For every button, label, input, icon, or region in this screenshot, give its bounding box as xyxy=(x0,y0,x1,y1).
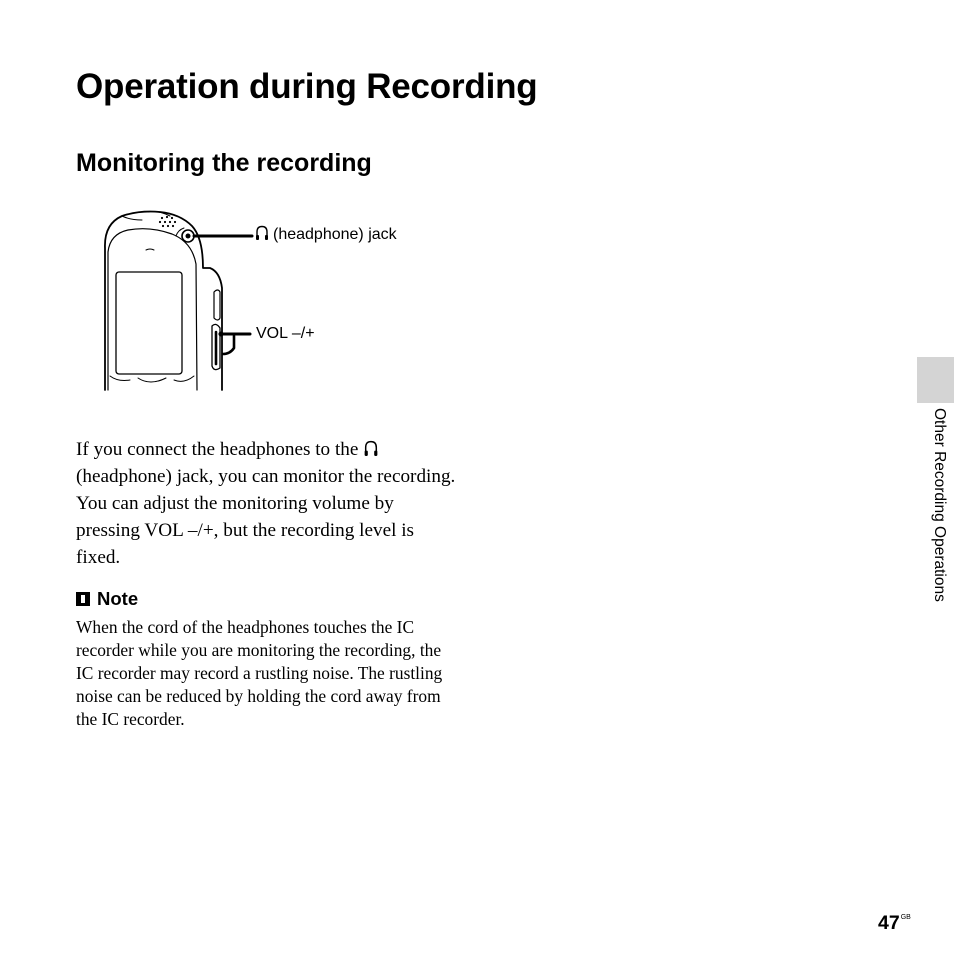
page-number-suffix: GB xyxy=(900,914,911,921)
headphone-icon xyxy=(363,438,379,455)
body-text-rest: (headphone) jack, you can monitor the recording. You can adjust the monitoring volume by pressing VOL –/+, but the recording level is fixed. xyxy=(76,466,456,568)
body-paragraph xyxy=(76,436,456,571)
body-text-prefix: If you connect the headphones to the xyxy=(76,439,364,460)
headphone-jack-label: (headphone) jack xyxy=(273,226,397,243)
note-text: When the cord of the headphones touches the IC recorder while you are monitoring the recording, the IC recorder may record a rustling noise. The rustling noise can be reduced by holding the cord away from the IC recorder. xyxy=(76,617,443,729)
headphone-jack-callout xyxy=(255,225,397,245)
section-side-tab xyxy=(917,357,954,403)
vol-callout: VOL –/+ xyxy=(256,325,315,342)
note-icon xyxy=(76,592,90,606)
note-heading xyxy=(76,587,138,611)
headphone-icon xyxy=(255,225,269,241)
note-heading-label: Note xyxy=(97,588,139,609)
page-number xyxy=(878,906,911,935)
page-number-value: 47 xyxy=(878,912,900,934)
page-title: Operation during Recording xyxy=(76,67,538,106)
section-title: Monitoring the recording xyxy=(76,149,372,177)
section-side-label: Other Recording Operations xyxy=(931,408,948,602)
